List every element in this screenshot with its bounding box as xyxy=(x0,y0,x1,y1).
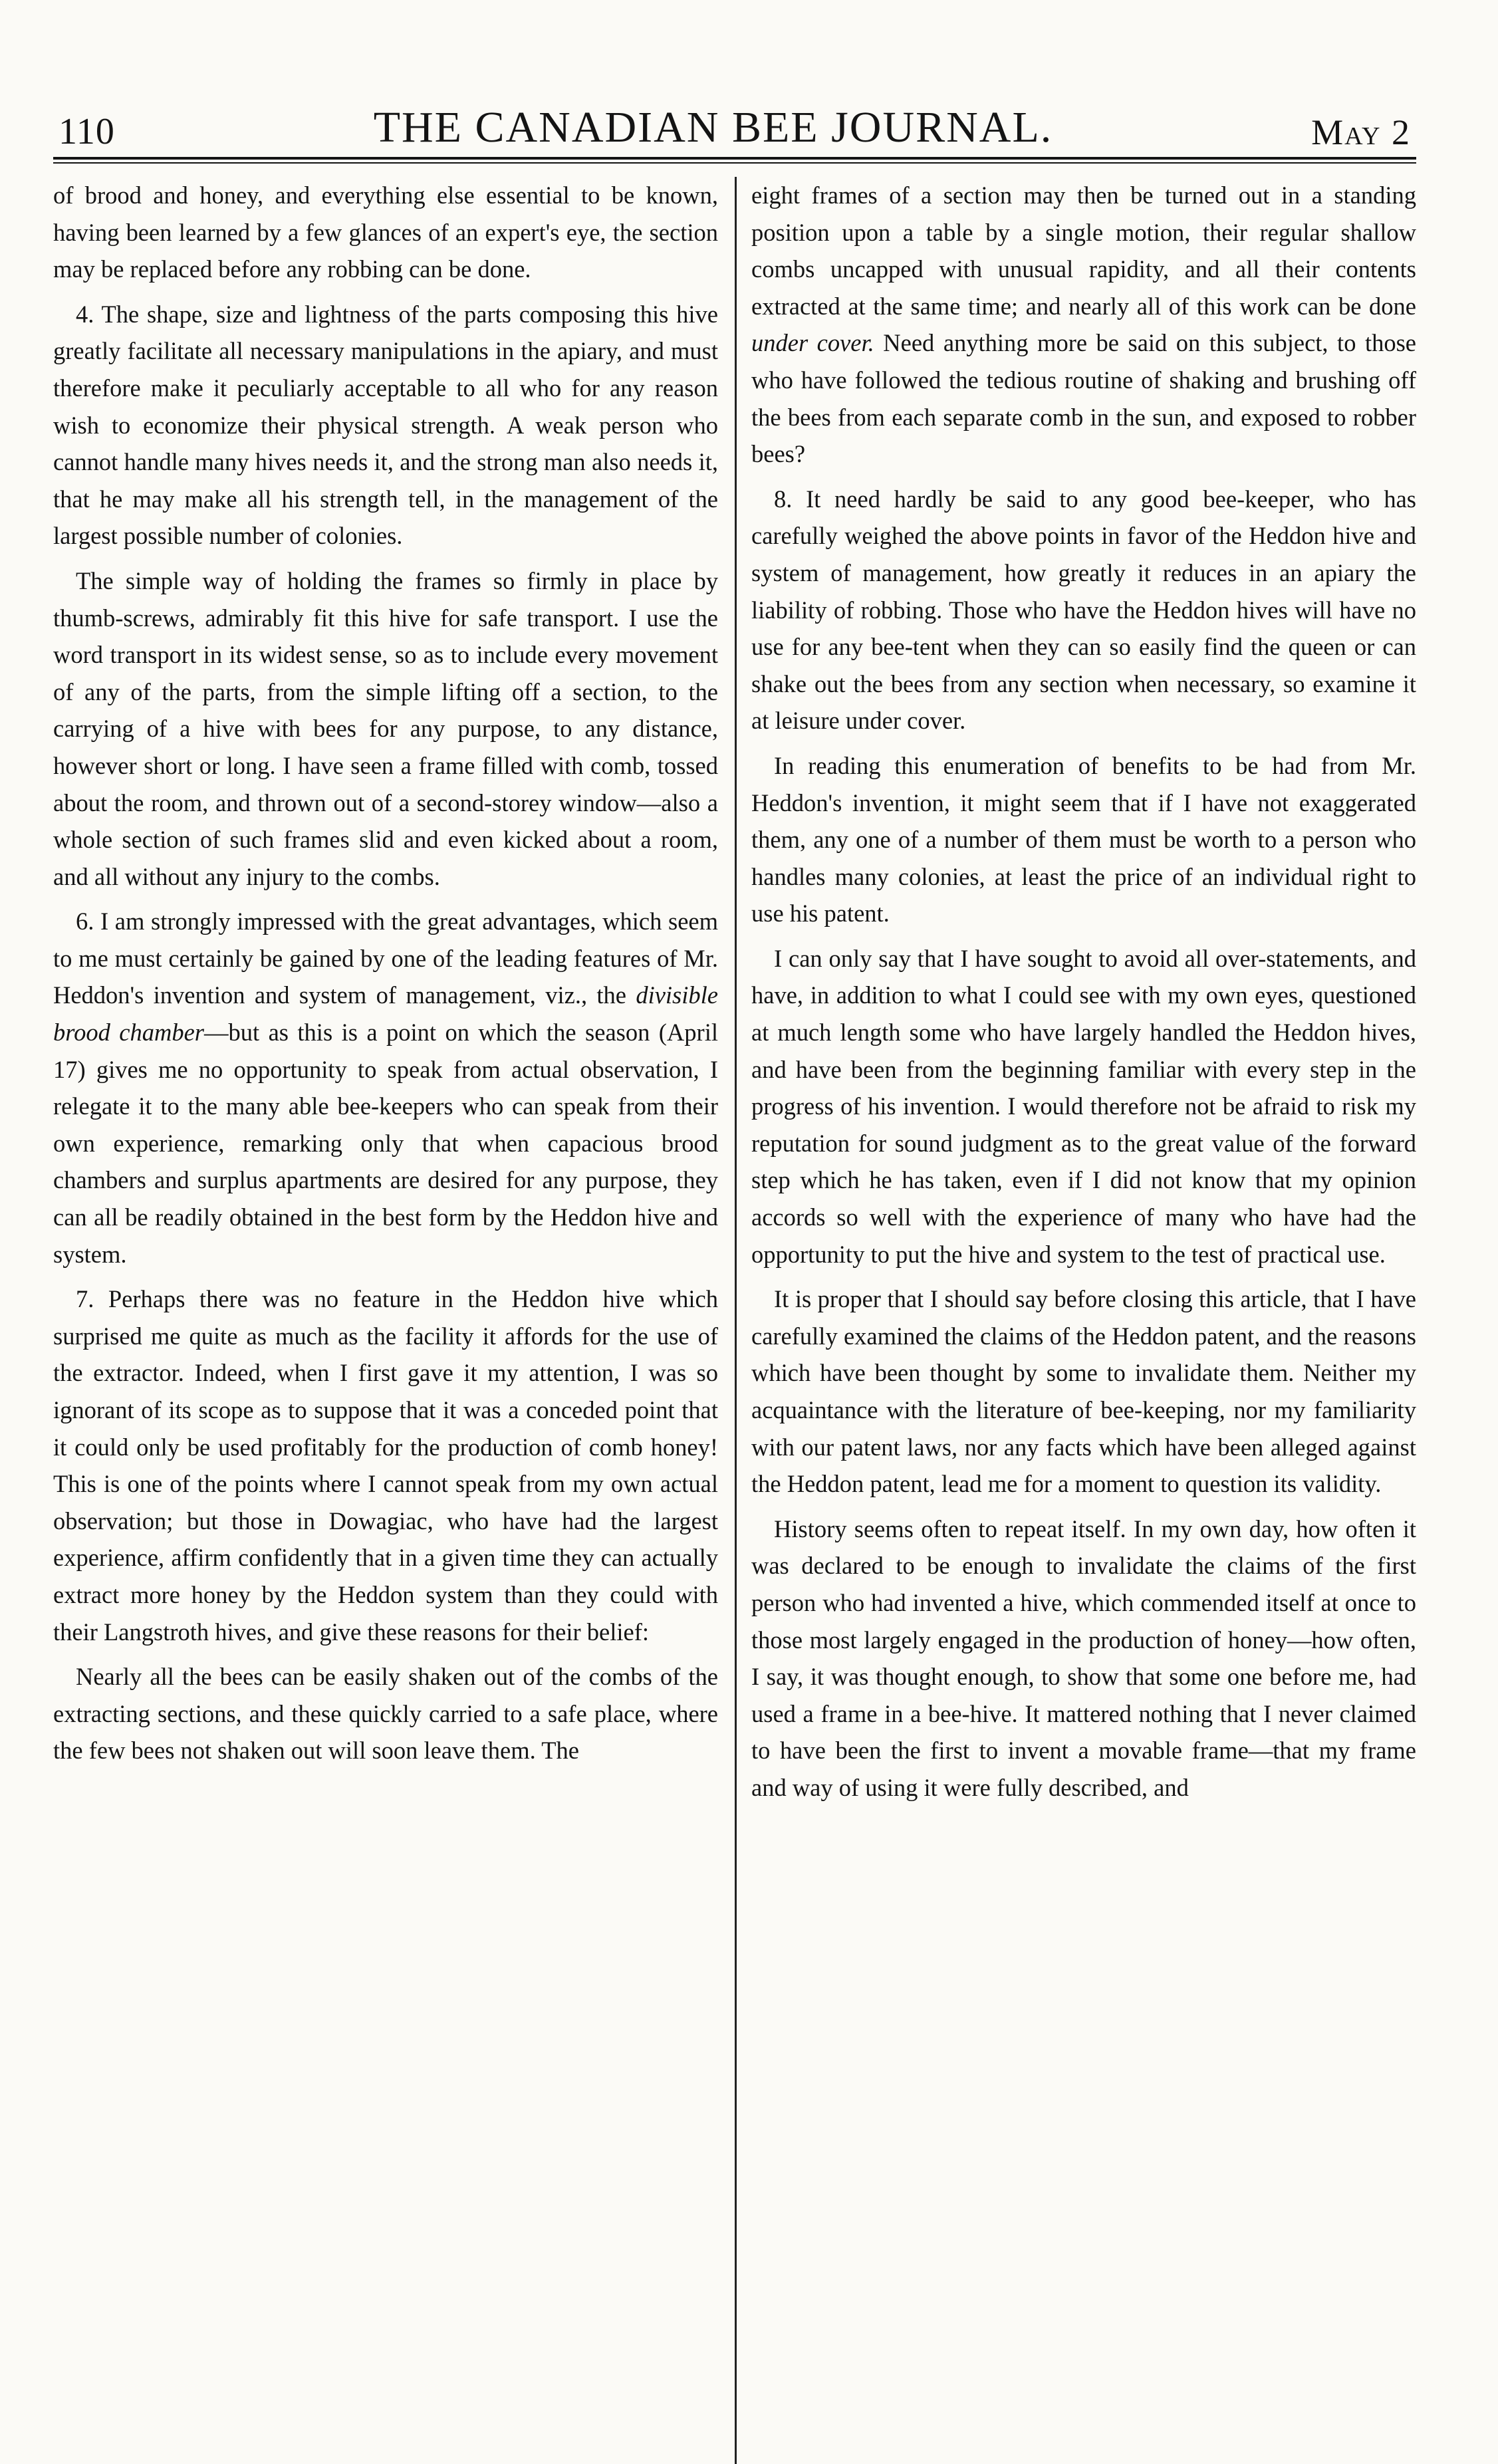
article-columns xyxy=(53,177,1416,1814)
paragraph-text: Need anything more be said on this subject, to those who have followed the tedious routine of shaking and brushing off the bees from each separate comb in the sun, and exposed to robber bees? xyxy=(751,329,1416,468)
paragraph: 7. Perhaps there was no feature in the Heddon hive which surprised me quite as much as the facility it affords for the use of the extractor. Indeed, when I first gave it my attention, I was so ignorant of its scope as to suppose that it was a conceded point that it could only be used profitably for the production of comb honey! This is one of the points where I cannot speak from my own actual observation; but those in Dowagiac, who have had the largest experience, affirm confidently that in a given time they can actually extract more honey by the Heddon system than they could with their Langstroth hives, and give these reasons for their belief: xyxy=(53,1285,718,1646)
journal-page xyxy=(53,80,1416,2387)
paragraph xyxy=(53,903,718,1273)
left-column xyxy=(53,177,718,1814)
paragraph-text: 6. I am strongly impressed with the great advantages, which seem to me must certainly be gained by one of the leading features of Mr. Heddon's invention and system of management, viz., the xyxy=(53,908,718,1009)
header-rule-top xyxy=(53,157,1416,160)
emphasis-text: divisible brood chamber xyxy=(53,981,718,1047)
paragraph-text: eight frames of a section may then be turned out in a standing position upon a table by a single motion, their regular shallow combs uncapped with unusual rapidity, and all their contents extracted at the same time; and nearly all of this work can be done xyxy=(751,182,1416,320)
paragraph xyxy=(751,177,1416,473)
paragraph: I can only say that I have sought to avoid all over-statements, and have, in addition to what I could see with my own eyes, questioned at much length some who have largely handled the Heddon hives, and have been from the beginning familiar with every step in the progress of his invention. I would therefore not be afraid to risk my reputation for sound judgment as to the great value of the forward step which he has taken, even if I did not know that my opinion accords so well with the experience of many who have had the opportunity to put the hive and system to the test of practical use. xyxy=(751,944,1416,1268)
paragraph: 8. It need hardly be said to any good bee-keeper, who has carefully weighed the above points in favor of the Heddon hive and system of management, how greatly it reduces in an apiary the liability of robbing. Those who have the Heddon hives will have no use for any bee-tent when they can so easily find the queen or can shake out the bees from any section when necessary, so examine it at leisure under cover. xyxy=(751,485,1416,735)
page-header xyxy=(53,80,1416,157)
paragraph: 4. The shape, size and lightness of the parts composing this hive greatly facilitate all necessary manipulations in the apiary, and must therefore make it peculiarly acceptable to all who for any reason wish to economize their physical strength. A weak person who cannot handle many hives needs it, and the strong man also needs it, that he may make all his strength tell, in the management of the largest possible number of colonies. xyxy=(53,300,718,550)
paragraph: Nearly all the bees can be easily shaken out of the combs of the extracting sections, and these quickly carried to a safe place, where the few bees not shaken out will soon leave them. The xyxy=(53,1663,718,1765)
issue-date: May 2 xyxy=(1311,112,1411,152)
right-column xyxy=(751,177,1416,1814)
paragraph: In reading this enumeration of benefits to be had from Mr. Heddon's invention, it might seem that if I have not exaggerated them, any one of a number of them must be worth to a person who handles many colonies, at least the price of an individual right to use his patent. xyxy=(751,751,1416,927)
paragraph: It is proper that I should say before closing this article, that I have carefully examined the claims of the Heddon patent, and the reasons which have been thought by some to invalidate them. Neither my acquaintance with the literature of bee-keeping, nor my familiarity with our patent laws, nor any facts which have been alleged against the Heddon patent, lead me for a moment to question its validity. xyxy=(751,1285,1416,1498)
header-rule-bottom xyxy=(53,162,1416,164)
paragraph: History seems often to repeat itself. In my own day, how often it was declared to be enough to invalidate the claims of the first person who had invented a hive, which commended itself at once to those most largely engaged in the production of honey—how often, I say, it was thought enough, to show that some one before me, had used a frame in a bee-hive. It mattered nothing that I never claimed to have been the first to invent a movable frame—that my frame and way of using it were fully described, and xyxy=(751,1515,1416,1801)
paragraph: The simple way of holding the frames so firmly in place by thumb-screws, admirably fit this hive for safe transport. I use the word transport in its widest sense, so as to include every movement of any of the parts, from the simple lifting off a section, to the carrying of a hive with bees for any purpose, to any distance, however short or long. I have seen a frame filled with comb, tossed about the room, and thrown out of a second-storey window—also a whole section of such frames slid and even kicked about a room, and all without any injury to the combs. xyxy=(53,566,718,890)
paragraph: of brood and honey, and everything else essential to be known, having been learned by a few glances of an expert's eye, the section may be replaced before any robbing can be done. xyxy=(53,182,718,283)
column-divider xyxy=(735,177,737,2464)
emphasis-text: under cover. xyxy=(751,329,874,357)
paragraph-text: —but as this is a point on which the season (April 17) gives me no opportunity to speak from actual observation, I relegate it to the many able bee-keepers who can speak from their own experience, remarking only that when capacious brood chambers and surplus apartments are desired for any purpose, they can all be readily obtained in the best form by the Heddon hive and system. xyxy=(53,1019,718,1268)
journal-title: THE CANADIAN BEE JOURNAL. xyxy=(373,103,1053,152)
page-number: 110 xyxy=(59,111,115,152)
